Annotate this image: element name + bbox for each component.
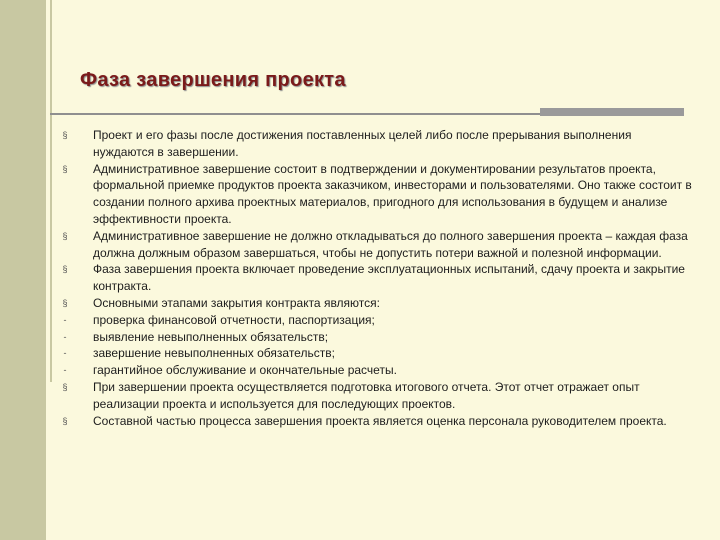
slide-title: Фаза завершения проекта [80,69,346,91]
list-item [60,413,692,430]
list-item [60,312,692,329]
list-item-text: Проект и его фазы после достижения поставленных целей либо после прерывания выполнения нуждаются в завершении. [93,128,632,159]
list-item-text: проверка финансовой отчетности, паспортизация; [93,312,375,327]
list-item [60,362,692,379]
bullet-marker: § [62,297,68,308]
list-item [60,345,692,362]
list-item [60,261,692,295]
bullet-marker: § [62,130,68,140]
list-item-text: Фаза завершения проекта включает проведение эксплуатационных испытаний, сдачу проекта и закрытие контракта. [93,262,685,294]
dash-marker: - [63,314,67,325]
list-item-text: гарантийное обслуживание и окончательные расчеты. [93,363,397,378]
dash-marker: - [63,365,67,376]
left-accent-rule [50,0,52,382]
list-item-text: Составной частью процесса завершения проекта является оценка персонала руководителем проекта. [93,413,667,428]
left-accent-band [0,0,46,540]
list-item-text: Административное завершение состоит в подтверждении и документировании результатов проекта, формальной приемке продуктов проекта заказчиком, инвесторами и пользователями. Оно также состоит в создании полного архива проектных материалов, пригодного для использования в будущем и анализе эффективности проекта. [93,161,692,226]
list-item [60,329,692,346]
list-item-text: Основными этапами закрытия контракта являются: [93,295,380,310]
list-item-text: выявление невыполненных обязательств; [93,329,329,344]
list-item [60,161,692,228]
list-item-text: Административное завершение не должно откладываться до полного завершения проекта – каждая фаза должна должным образом завершаться, чтобы не допустить потери важной и полезной информации. [93,228,688,260]
bullet-marker: § [62,230,68,241]
dash-marker: - [63,348,67,359]
bullet-marker: § [62,415,68,426]
list-item-text: завершение невыполненных обязательств; [93,346,335,361]
list-item [60,295,692,312]
list-item [60,228,692,262]
bullet-list [60,127,692,429]
bullet-marker: § [62,163,68,174]
list-item-text: При завершении проекта осуществляется подготовка итогового отчета. Этот отчет отражает опыт реализации проекта и используется для последующих проектов. [93,379,640,411]
bullet-marker: § [62,381,68,392]
title-accent-block [540,108,684,116]
dash-marker: - [63,331,67,342]
bullet-marker: § [62,264,68,275]
list-item [60,379,692,413]
list-item [60,127,692,161]
